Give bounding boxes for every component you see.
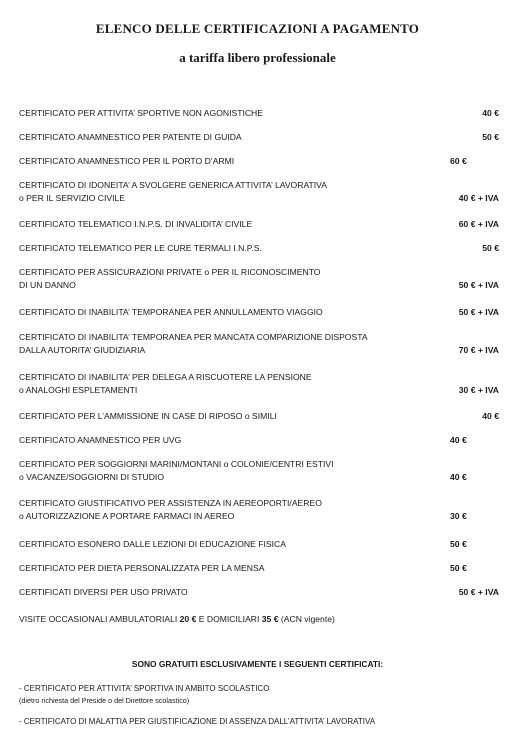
certificate-line: o AUTORIZZAZIONE A PORTARE FARMACI IN AEREO <box>19 511 235 521</box>
certificate-description <box>19 266 439 292</box>
certificate-line: CERTIFICATO ANAMNESTICO PER PATENTE DI GUIDA <box>19 132 242 142</box>
certificate-row <box>19 131 505 144</box>
certificate-price: 30 € + IVA <box>458 385 499 395</box>
certificate-row <box>19 538 505 551</box>
certificate-line: DI UN DANNO <box>19 280 76 290</box>
certificate-row <box>19 218 505 231</box>
certificate-description <box>19 434 439 447</box>
certificate-row <box>19 306 505 319</box>
certificate-description <box>19 538 439 551</box>
certificate-line: CERTIFICATI DIVERSI PER USO PRIVATO <box>19 587 188 597</box>
certificate-row <box>19 107 505 120</box>
certificate-price: 30 € <box>450 511 467 521</box>
certificate-row <box>19 155 505 168</box>
certificate-price: 40 € <box>482 108 499 118</box>
certificate-price: 40 € <box>450 472 467 482</box>
free-item-sport: - CERTIFICATO PER ATTIVITA’ SPORTIVA IN AMBITO SCOLASTICO <box>19 684 270 693</box>
certificate-line: CERTIFICATO DI INABILITA’ PER DELEGA A RISCUOTERE LA PENSIONE <box>19 372 312 382</box>
certificate-line: o PER IL SERVIZIO CIVILE <box>19 193 126 203</box>
certificate-description <box>19 179 439 205</box>
certificate-price: 50 € + IVA <box>458 587 499 597</box>
certificate-row <box>19 562 505 575</box>
certificate-description <box>19 371 439 397</box>
certificate-description <box>19 586 439 599</box>
certificate-row <box>19 410 505 423</box>
certificate-line: CERTIFICATO DI INABILITA’ TEMPORANEA PER ANNULLAMENTO VIAGGIO <box>19 307 323 317</box>
page-title: ELENCO DELLE CERTIFICAZIONI A PAGAMENTO <box>95 21 420 36</box>
certificate-line: CERTIFICATO PER ASSICURAZIONI PRIVATE o PER IL RICONOSCIMENTO <box>19 267 321 277</box>
certificate-price: 50 € <box>450 539 467 549</box>
certificate-description <box>19 331 439 357</box>
free-item-illness: - CERTIFICATO DI MALATTIA PER GIUSTIFICAZIONE DI ASSENZA DALL’ATTIVITA’ LAVORATIVA <box>19 717 376 726</box>
certificate-line: CERTIFICATO DI IDONEITA’ A SVOLGERE GENERICA ATTIVITA’ LAVORATIVA <box>19 180 327 190</box>
certificate-price: 70 € + IVA <box>458 345 499 355</box>
certificate-line: CERTIFICATO ANAMNESTICO PER UVG <box>19 435 182 445</box>
certificate-row <box>19 458 505 484</box>
certificate-description <box>19 107 439 120</box>
certificate-line: CERTIFICATO PER ATTIVITA’ SPORTIVE NON AGONISTICHE <box>19 108 263 118</box>
certificate-row <box>19 434 505 447</box>
page-subtitle: a tariffa libero professionale <box>179 50 336 65</box>
certificate-price: 50 € + IVA <box>458 280 499 290</box>
certificate-line: CERTIFICATO ESONERO DALLE LEZIONI DI EDUCAZIONE FISICA <box>19 539 286 549</box>
certificate-row <box>19 371 505 397</box>
certificate-description <box>19 155 439 168</box>
certificate-row <box>19 242 505 255</box>
certificate-line: CERTIFICATO PER L’AMMISSIONE IN CASE DI RIPOSO o SIMILI <box>19 411 277 421</box>
certificate-description <box>19 218 439 231</box>
free-certificates-title: SONO GRATUITI ESCLUSIVAMENTE I SEGUENTI CERTIFICATI: <box>131 659 384 669</box>
certificate-line: CERTIFICATO ANAMNESTICO PER IL PORTO D’ARMI <box>19 156 235 166</box>
certificate-price: 40 € <box>482 411 499 421</box>
certificate-line: CERTIFICATO PER SOGGIORNI MARINI/MONTANI o COLONIE/CENTRI ESTIVI <box>19 459 334 469</box>
certificate-line: CERTIFICATO GIUSTIFICATIVO PER ASSISTENZA IN AEREOPORTI/AEREO <box>19 498 322 508</box>
certificate-description <box>19 306 439 319</box>
certificate-line: CERTIFICATO DI INABILITA’ TEMPORANEA PER MANCATA COMPARIZIONE DISPOSTA <box>19 332 368 342</box>
certificate-price: 50 € <box>450 563 467 573</box>
certificate-description <box>19 242 439 255</box>
certificate-price: 40 € + IVA <box>458 193 499 203</box>
certificate-row <box>19 497 505 523</box>
certificate-price: 60 € + IVA <box>458 219 499 229</box>
certificate-description <box>19 562 439 575</box>
certificate-row <box>19 179 505 205</box>
certificate-row <box>19 586 505 599</box>
certificate-price: 50 € + IVA <box>458 307 499 317</box>
visits-price-ambulatory: 20 € <box>179 614 197 624</box>
certificate-price: 60 € <box>450 156 467 166</box>
free-item-sport-note: (dietro richiesta del Preside o del Direttore scolastico) <box>19 696 190 705</box>
certificate-line: CERTIFICATO PER DIETA PERSONALIZZATA PER LA MENSA <box>19 563 265 573</box>
certificate-row <box>19 331 505 357</box>
certificate-description <box>19 497 439 523</box>
visits-text-c: (ACN vigente) <box>278 614 335 624</box>
certificate-line: o VACANZE/SOGGIORNI DI STUDIO <box>19 472 164 482</box>
certificate-price: 50 € <box>482 132 499 142</box>
certificate-price: 50 € <box>482 243 499 253</box>
visits-text-b: E DOMICILIARI <box>196 614 262 624</box>
certificate-description <box>19 410 439 423</box>
certificate-line: CERTIFICATO TELEMATICO PER LE CURE TERMALI I.N.P.S. <box>19 243 262 253</box>
certificate-line: o ANALOGHI ESPLETAMENTI <box>19 385 138 395</box>
visits-line <box>19 614 335 624</box>
certificate-line: CERTIFICATO TELEMATICO I.N.P.S. DI INVALIDITA’ CIVILE <box>19 219 253 229</box>
certificate-row <box>19 266 505 292</box>
certificate-description <box>19 131 439 144</box>
visits-text-a: VISITE OCCASIONALI AMBULATORIALI <box>19 614 180 624</box>
certificate-description <box>19 458 439 484</box>
certificate-line: DALLA AUTORITA’ GIUDIZIARIA <box>19 345 146 355</box>
visits-price-home: 35 € <box>261 614 279 624</box>
certificate-price: 40 € <box>450 435 467 445</box>
